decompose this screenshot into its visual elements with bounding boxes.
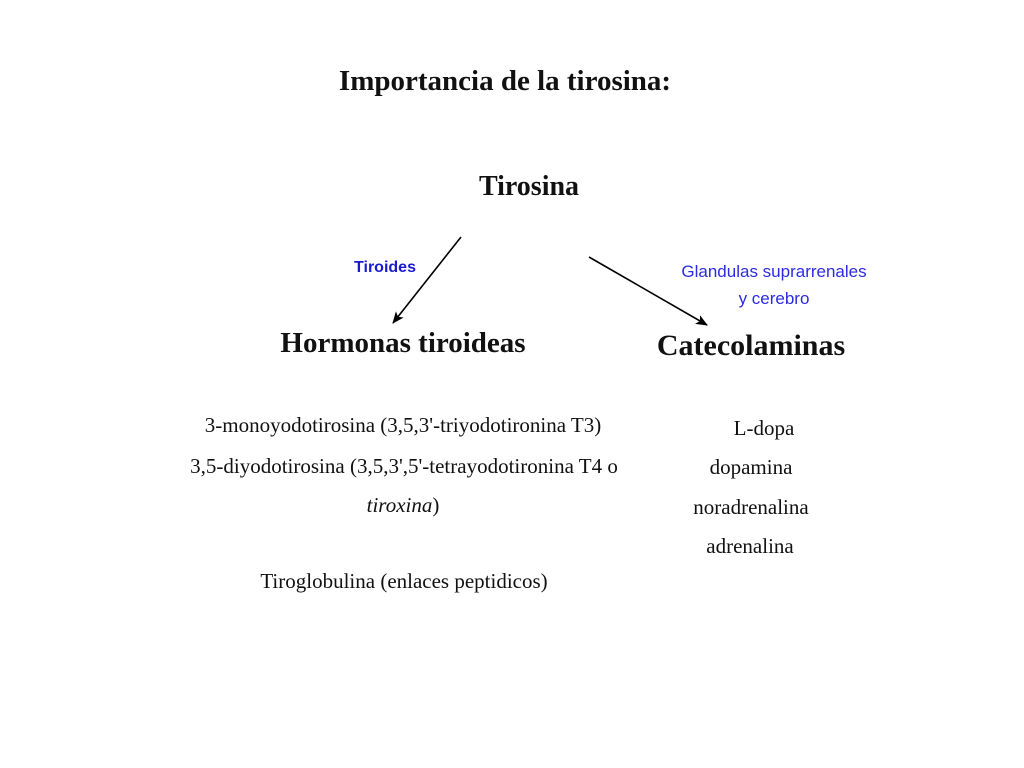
slide-title: Importancia de la tirosina:: [338, 65, 672, 97]
heading-hormonas-tiroideas: Hormonas tiroideas: [280, 327, 526, 359]
list-item-continuation: [367, 492, 440, 518]
pathway-label-line: Glandulas suprarrenales: [681, 262, 867, 281]
pathway-label-line: y cerebro: [738, 289, 810, 308]
list-item: L-dopa: [733, 416, 795, 440]
list-item: Tiroglobulina (enlaces peptidicos): [260, 569, 548, 593]
italic-term: tiroxina: [366, 493, 433, 517]
list-item: noradrenalina: [693, 495, 809, 519]
pathway-label-glandulas: [681, 258, 866, 312]
list-item: 3-monoyodotirosina (3,5,3'-triyodotironina T3): [204, 413, 602, 437]
list-item: dopamina: [709, 455, 793, 479]
pathway-label-tiroides: Tiroides: [354, 259, 416, 276]
root-node-tirosina: Tirosina: [478, 171, 580, 202]
closing-paren: ): [432, 493, 440, 517]
arrow-to-hormonas-tiroideas: [393, 237, 461, 323]
list-item: 3,5-diyodotirosina (3,5,3',5'-tetrayodotironina T4 o: [190, 454, 618, 478]
list-item: adrenalina: [706, 534, 794, 558]
heading-catecolaminas: Catecolaminas: [656, 329, 846, 362]
